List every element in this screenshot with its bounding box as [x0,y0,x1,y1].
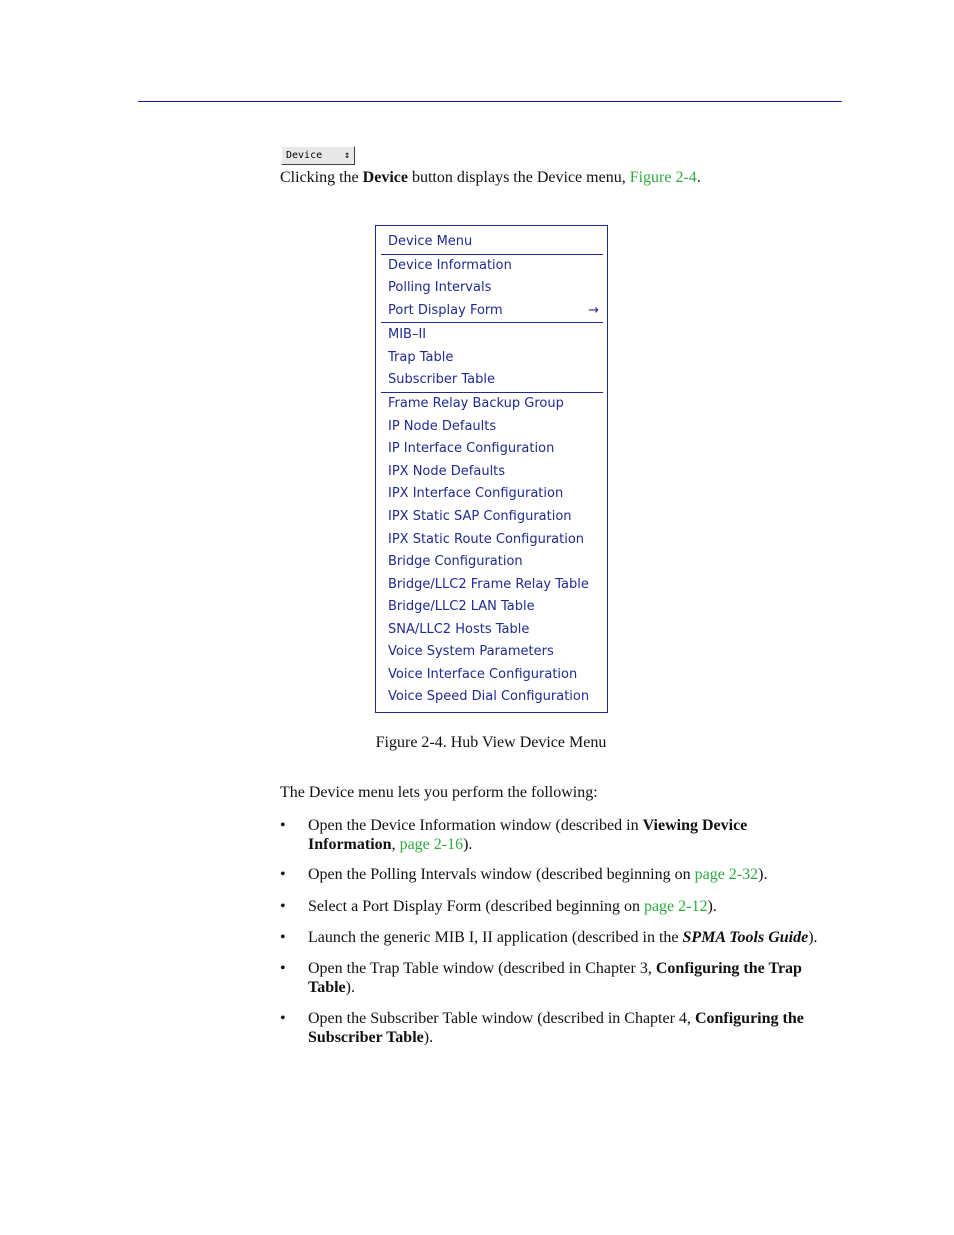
intro-text: Clicking the [280,169,363,186]
page-link[interactable]: page 2-12 [643,898,708,915]
text: Open the Polling Intervals window (described beginning on [308,866,695,883]
menu-item-ipx-node-defaults[interactable]: IPX Node Defaults [388,464,506,479]
menu-item-device-information[interactable]: Device Information [388,258,512,273]
menu-item-ipx-static-route-configuration[interactable]: IPX Static Route Configuration [388,532,585,547]
list-item-text [308,865,840,884]
bullet-icon: • [280,929,286,946]
bold-italic-text: SPMA Tools Guide [682,929,809,946]
figure-caption: Figure 2-4. Hub View Device Menu [375,734,607,751]
menu-item-voice-speed-dial-configuration[interactable]: Voice Speed Dial Configuration [388,689,590,704]
device-button-label: Device [286,150,323,161]
menu-item-ip-interface-configuration[interactable]: IP Interface Configuration [388,441,555,456]
text: ). [463,836,473,853]
menu-item-trap-table[interactable]: Trap Table [388,350,454,365]
menu-item-bridge-llc2-frame-relay-table[interactable]: Bridge/LLC2 Frame Relay Table [388,577,589,592]
menu-item-polling-intervals[interactable]: Polling Intervals [388,280,492,295]
menu-title: Device Menu [388,234,473,249]
page-link[interactable]: page 2-32 [694,866,759,883]
bold-text: Table [308,979,346,996]
list-item-text [308,959,840,997]
bullet-icon: • [280,960,286,977]
lead-paragraph: The Device menu lets you perform the following: [280,784,598,801]
menu-separator [381,322,603,323]
menu-item-voice-interface-configuration[interactable]: Voice Interface Configuration [388,667,578,682]
intro-bold: Device [362,169,408,186]
intro-text-mid: button displays the Device menu, [407,169,630,186]
page-link[interactable]: page 2-16 [399,836,464,853]
menu-item-subscriber-table[interactable]: Subscriber Table [388,372,495,387]
menu-item-frame-relay-backup-group[interactable]: Frame Relay Backup Group [388,396,564,411]
bullet-icon: • [280,1010,286,1027]
text: ). [345,979,355,996]
text: Open the Device Information window (described in [308,817,643,834]
menu-item-port-display-form[interactable]: Port Display Form [388,303,503,318]
bullet-icon: • [280,817,286,834]
list-item-text [308,897,840,916]
bold-text: Information [308,836,392,853]
menu-separator [381,392,603,393]
text: ). [808,929,818,946]
menu-item-bridge-llc2-lan-table[interactable]: Bridge/LLC2 LAN Table [388,599,535,614]
menu-item-voice-system-parameters[interactable]: Voice System Parameters [388,644,554,659]
menu-item-ipx-interface-configuration[interactable]: IPX Interface Configuration [388,486,564,501]
bold-text: Viewing Device [642,817,748,834]
menu-item-sna-llc2-hosts-table[interactable]: SNA/LLC2 Hosts Table [388,622,530,637]
text: ). [423,1029,434,1046]
bold-text: Subscriber Table [308,1029,424,1046]
text: , [391,836,400,853]
header-rule [138,101,842,102]
menu-separator [381,254,603,255]
menu-item-ip-node-defaults[interactable]: IP Node Defaults [388,419,497,434]
list-item-text [308,816,840,854]
text: Open the Subscriber Table window (described in Chapter 4, [308,1010,695,1027]
text: Launch the generic MIB I, II application (described in the [308,929,683,946]
bullet-icon: • [280,866,286,883]
device-menu-button [281,146,355,165]
submenu-arrow-icon: → [588,303,599,318]
intro-text-end: . [696,169,701,186]
menu-item-bridge-configuration[interactable]: Bridge Configuration [388,554,523,569]
text: Open the Trap Table window (described in Chapter 3, [308,960,656,977]
figure-link[interactable]: Figure 2-4 [629,169,697,186]
menu-item-mib-ii[interactable]: MIB–II [388,327,427,342]
list-item-text [308,1009,840,1047]
text: ). [758,866,768,883]
text: ). [707,898,717,915]
bold-text: Configuring the [694,1010,804,1027]
updown-arrow-icon: ↕ [343,150,350,161]
text: Select a Port Display Form (described beginning on [308,898,644,915]
menu-item-ipx-static-sap-configuration[interactable]: IPX Static SAP Configuration [388,509,572,524]
device-menu-figure [375,225,608,713]
intro-paragraph [280,168,701,188]
bullet-icon: • [280,898,286,915]
bold-text: Configuring the Trap [655,960,802,977]
list-item-text [308,928,840,947]
